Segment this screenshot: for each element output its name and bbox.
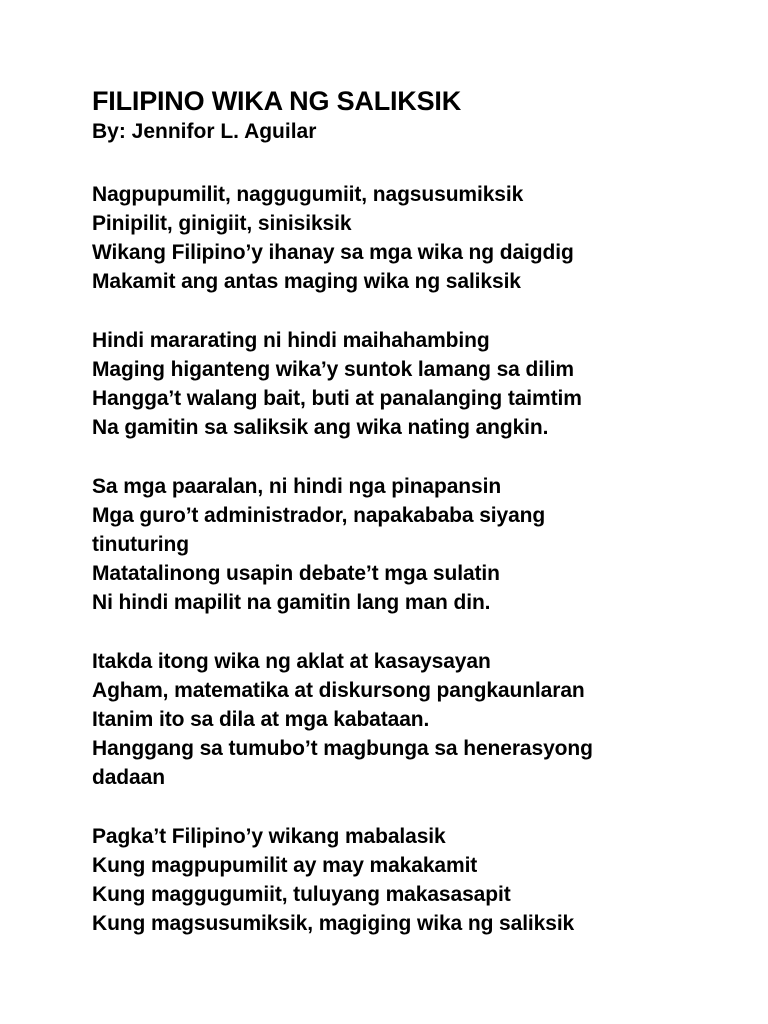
document-page bbox=[92, 84, 752, 938]
poem-line: Itanim ito sa dila at mga kabataan. bbox=[92, 708, 430, 731]
poem-title: FILIPINO WIKA NG SALIKSIK bbox=[92, 86, 461, 116]
poem-line: Sa mga paaralan, ni hindi nga pinapansin bbox=[92, 475, 502, 498]
poem-line: Kung magpupumilit ay may makakamit bbox=[92, 854, 478, 877]
stanza-2 bbox=[92, 326, 752, 442]
stanza-4 bbox=[92, 647, 752, 792]
poem-line: Nagpupumilit, naggugumiit, nagsusumiksik bbox=[92, 183, 524, 206]
poem-line: dadaan bbox=[92, 766, 165, 789]
poem-line: Ni hindi mapilit na gamitin lang man din. bbox=[92, 591, 491, 614]
stanza-5 bbox=[92, 822, 752, 938]
poem-line: Itakda itong wika ng aklat at kasaysayan bbox=[92, 650, 491, 673]
poem-line: Hindi mararating ni hindi maihahambing bbox=[92, 329, 490, 352]
poem-author: By: Jennifor L. Aguilar bbox=[92, 120, 317, 143]
poem-line: Pagka’t Filipino’y wikang mabalasik bbox=[92, 825, 446, 848]
poem-line: Hangga’t walang bait, buti at panalanging taimtim bbox=[92, 387, 582, 410]
poem-line: Kung magsusumiksik, magiging wika ng saliksik bbox=[92, 912, 575, 935]
poem-line: Pinipilit, ginigiit, sinisiksik bbox=[92, 212, 352, 235]
poem-line: Mga guro’t administrador, napakababa siyang bbox=[92, 504, 546, 527]
poem-line: Kung maggugumiit, tuluyang makasasapit bbox=[92, 883, 511, 906]
poem-line: Makamit ang antas maging wika ng saliksik bbox=[92, 270, 521, 293]
poem-line: Agham, matematika at diskursong pangkaunlaran bbox=[92, 679, 585, 702]
poem-line: tinuturing bbox=[92, 533, 189, 556]
stanza-1 bbox=[92, 180, 752, 296]
poem-line: Wikang Filipino’y ihanay sa mga wika ng daigdig bbox=[92, 241, 574, 264]
poem-line: Matatalinong usapin debate’t mga sulatin bbox=[92, 562, 500, 585]
stanza-3 bbox=[92, 472, 752, 617]
poem-line: Na gamitin sa saliksik ang wika nating angkin. bbox=[92, 416, 549, 439]
poem-line: Maging higanteng wika’y suntok lamang sa dilim bbox=[92, 358, 574, 381]
poem-line: Hanggang sa tumubo’t magbunga sa henerasyong bbox=[92, 737, 593, 760]
